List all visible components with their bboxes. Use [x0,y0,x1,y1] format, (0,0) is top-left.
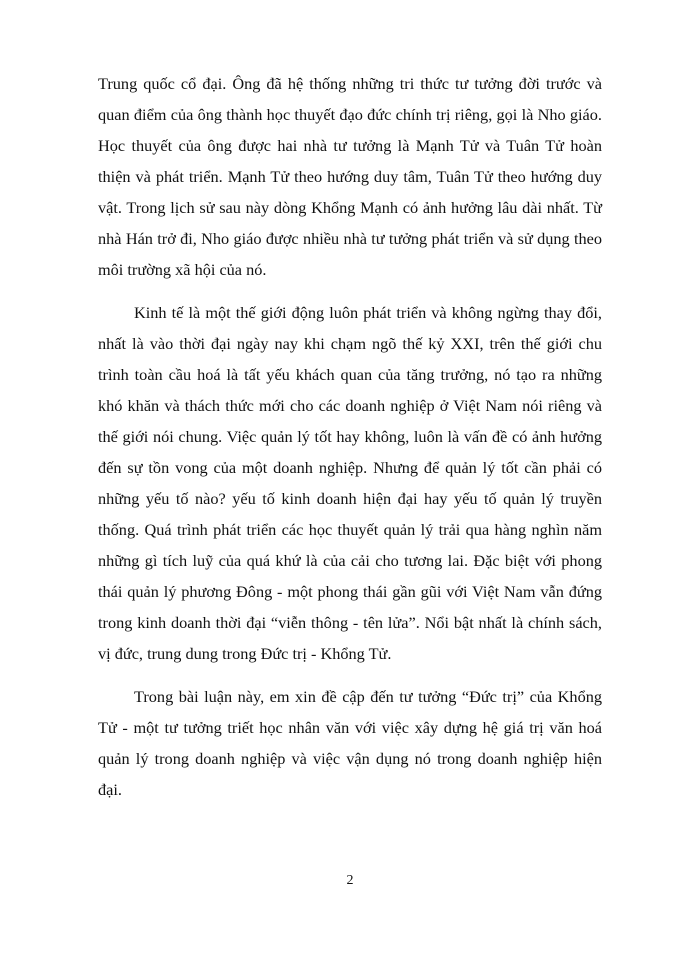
page-number: 2 [346,873,354,888]
document-body [98,68,602,817]
paragraph-3: Trong bài luận này, em xin đề cập đến tư tưởng “Đức trị” của Khổng Tử - một tư tưởng triết học nhân văn với việc xây dựng hệ giá trị văn hoá quản lý trong doanh nghiệp và việc vận dụng nó trong doanh nghiệp hiện đại. [98,687,602,799]
paragraph-1: Trung quốc cổ đại. Ông đã hệ thống những tri thức tư tưởng đời trước và quan điểm của ông thành học thuyết đạo đức chính trị riêng, gọi là Nho giáo. Học thuyết của ông được hai nhà tư tưởng là Mạnh Tử và Tuân Tử hoàn thiện và phát triển. Mạnh Tử theo hướng duy tâm, Tuân Tử theo hướng duy vật. Trong lịch sử sau này dòng Khổng Mạnh có ảnh hưởng lâu dài nhất. Từ nhà Hán trở đi, Nho giáo được nhiều nhà tư tưởng phát triển và sử dụng theo môi trường xã hội của nó. [98,74,602,279]
paragraph-2: Kinh tế là một thế giới động luôn phát triển và không ngừng thay đổi, nhất là vào thời đại ngày nay khi chạm ngõ thế kỷ XXI, trên thế giới chu trình toàn cầu hoá là tất yếu khách quan của tăng trưởng, nó tạo ra những khó khăn và thách thức mới cho các doanh nghiệp ở Việt Nam nói riêng và thế giới nói chung. Việc quản lý tốt hay không, luôn là vấn đề có ảnh hưởng đến sự tồn vong của một doanh nghiệp. Nhưng để quản lý tốt cần phải có những yếu tố nào? yếu tố kinh doanh hiện đại hay yếu tố quản lý truyền thống. Quá trình phát triển các học thuyết quản lý trải qua hàng nghìn năm những gì tích luỹ của quá khứ là của cải cho tương lai. Đặc biệt với phong thái quản lý phương Đông - một phong thái gần gũi với Việt Nam vẫn đứng trong kinh doanh thời đại “viễn thông - tên lửa”. Nổi bật nhất là chính sách, vị đức, trung dung trong Đức trị - Khổng Tử. [98,303,602,663]
